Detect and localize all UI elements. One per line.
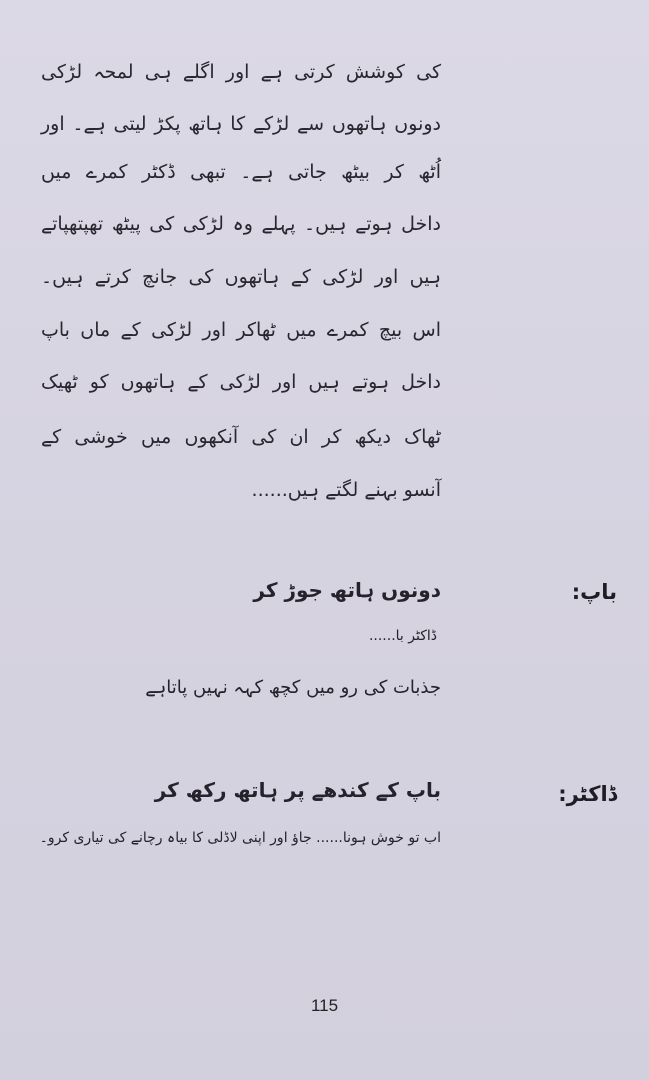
dialogue-line: اب تو خوش ہونا...... جاؤ اور اپنی لاڈلی کا بیاہ رچانے کی تیاری کرو۔ <box>39 830 441 846</box>
narration-line: اُٹھ کر بیٹھ جاتی ہے۔ تبھی ڈکٹر کمرے میں <box>41 161 441 183</box>
dialogue-line: جذبات کی رو میں کچھ کہہ نہیں پاتاہے <box>145 677 441 698</box>
page-number: 115 <box>310 996 339 1015</box>
narration-line: آنسو بہنے لگتے ہیں...... <box>251 479 441 501</box>
narration-line: داخل ہوتے ہیں۔ پہلے وہ لڑکی کی پیٹھ تھپتھپاتے <box>41 213 441 235</box>
stage-direction: باپ کے کندھے پر ہاتھ رکھ کر <box>154 778 441 802</box>
narration-line: کی کوشش کرتی ہے اور اگلے ہی لمحہ لڑکی <box>41 61 441 83</box>
speaker-father: باپ: <box>571 580 617 604</box>
narration-line: دونوں ہاتھوں سے لڑکے کا ہاتھ پکڑ لیتی ہے۔ اور <box>41 113 441 135</box>
narration-line: اس بیچ کمرے میں ٹھاکر اور لڑکی کے ماں باپ <box>41 319 441 341</box>
narration-line: ہیں اور لڑکی کے ہاتھوں کی جانچ کرتے ہیں۔ <box>41 266 441 288</box>
narration-paragraph <box>0 0 649 520</box>
stage-direction: دونوں ہاتھ جوڑ کر <box>253 578 441 602</box>
dialogue-line: ڈاکٹر با...... <box>368 628 437 644</box>
speaker-doctor: ڈاکٹر: <box>558 782 617 806</box>
narration-line: داخل ہوتے ہیں اور لڑکی کے ہاتھوں کو ٹھیک <box>41 371 441 393</box>
narration-line: ٹھاک دیکھ کر ان کی آنکھوں میں خوشی کے <box>41 426 441 448</box>
